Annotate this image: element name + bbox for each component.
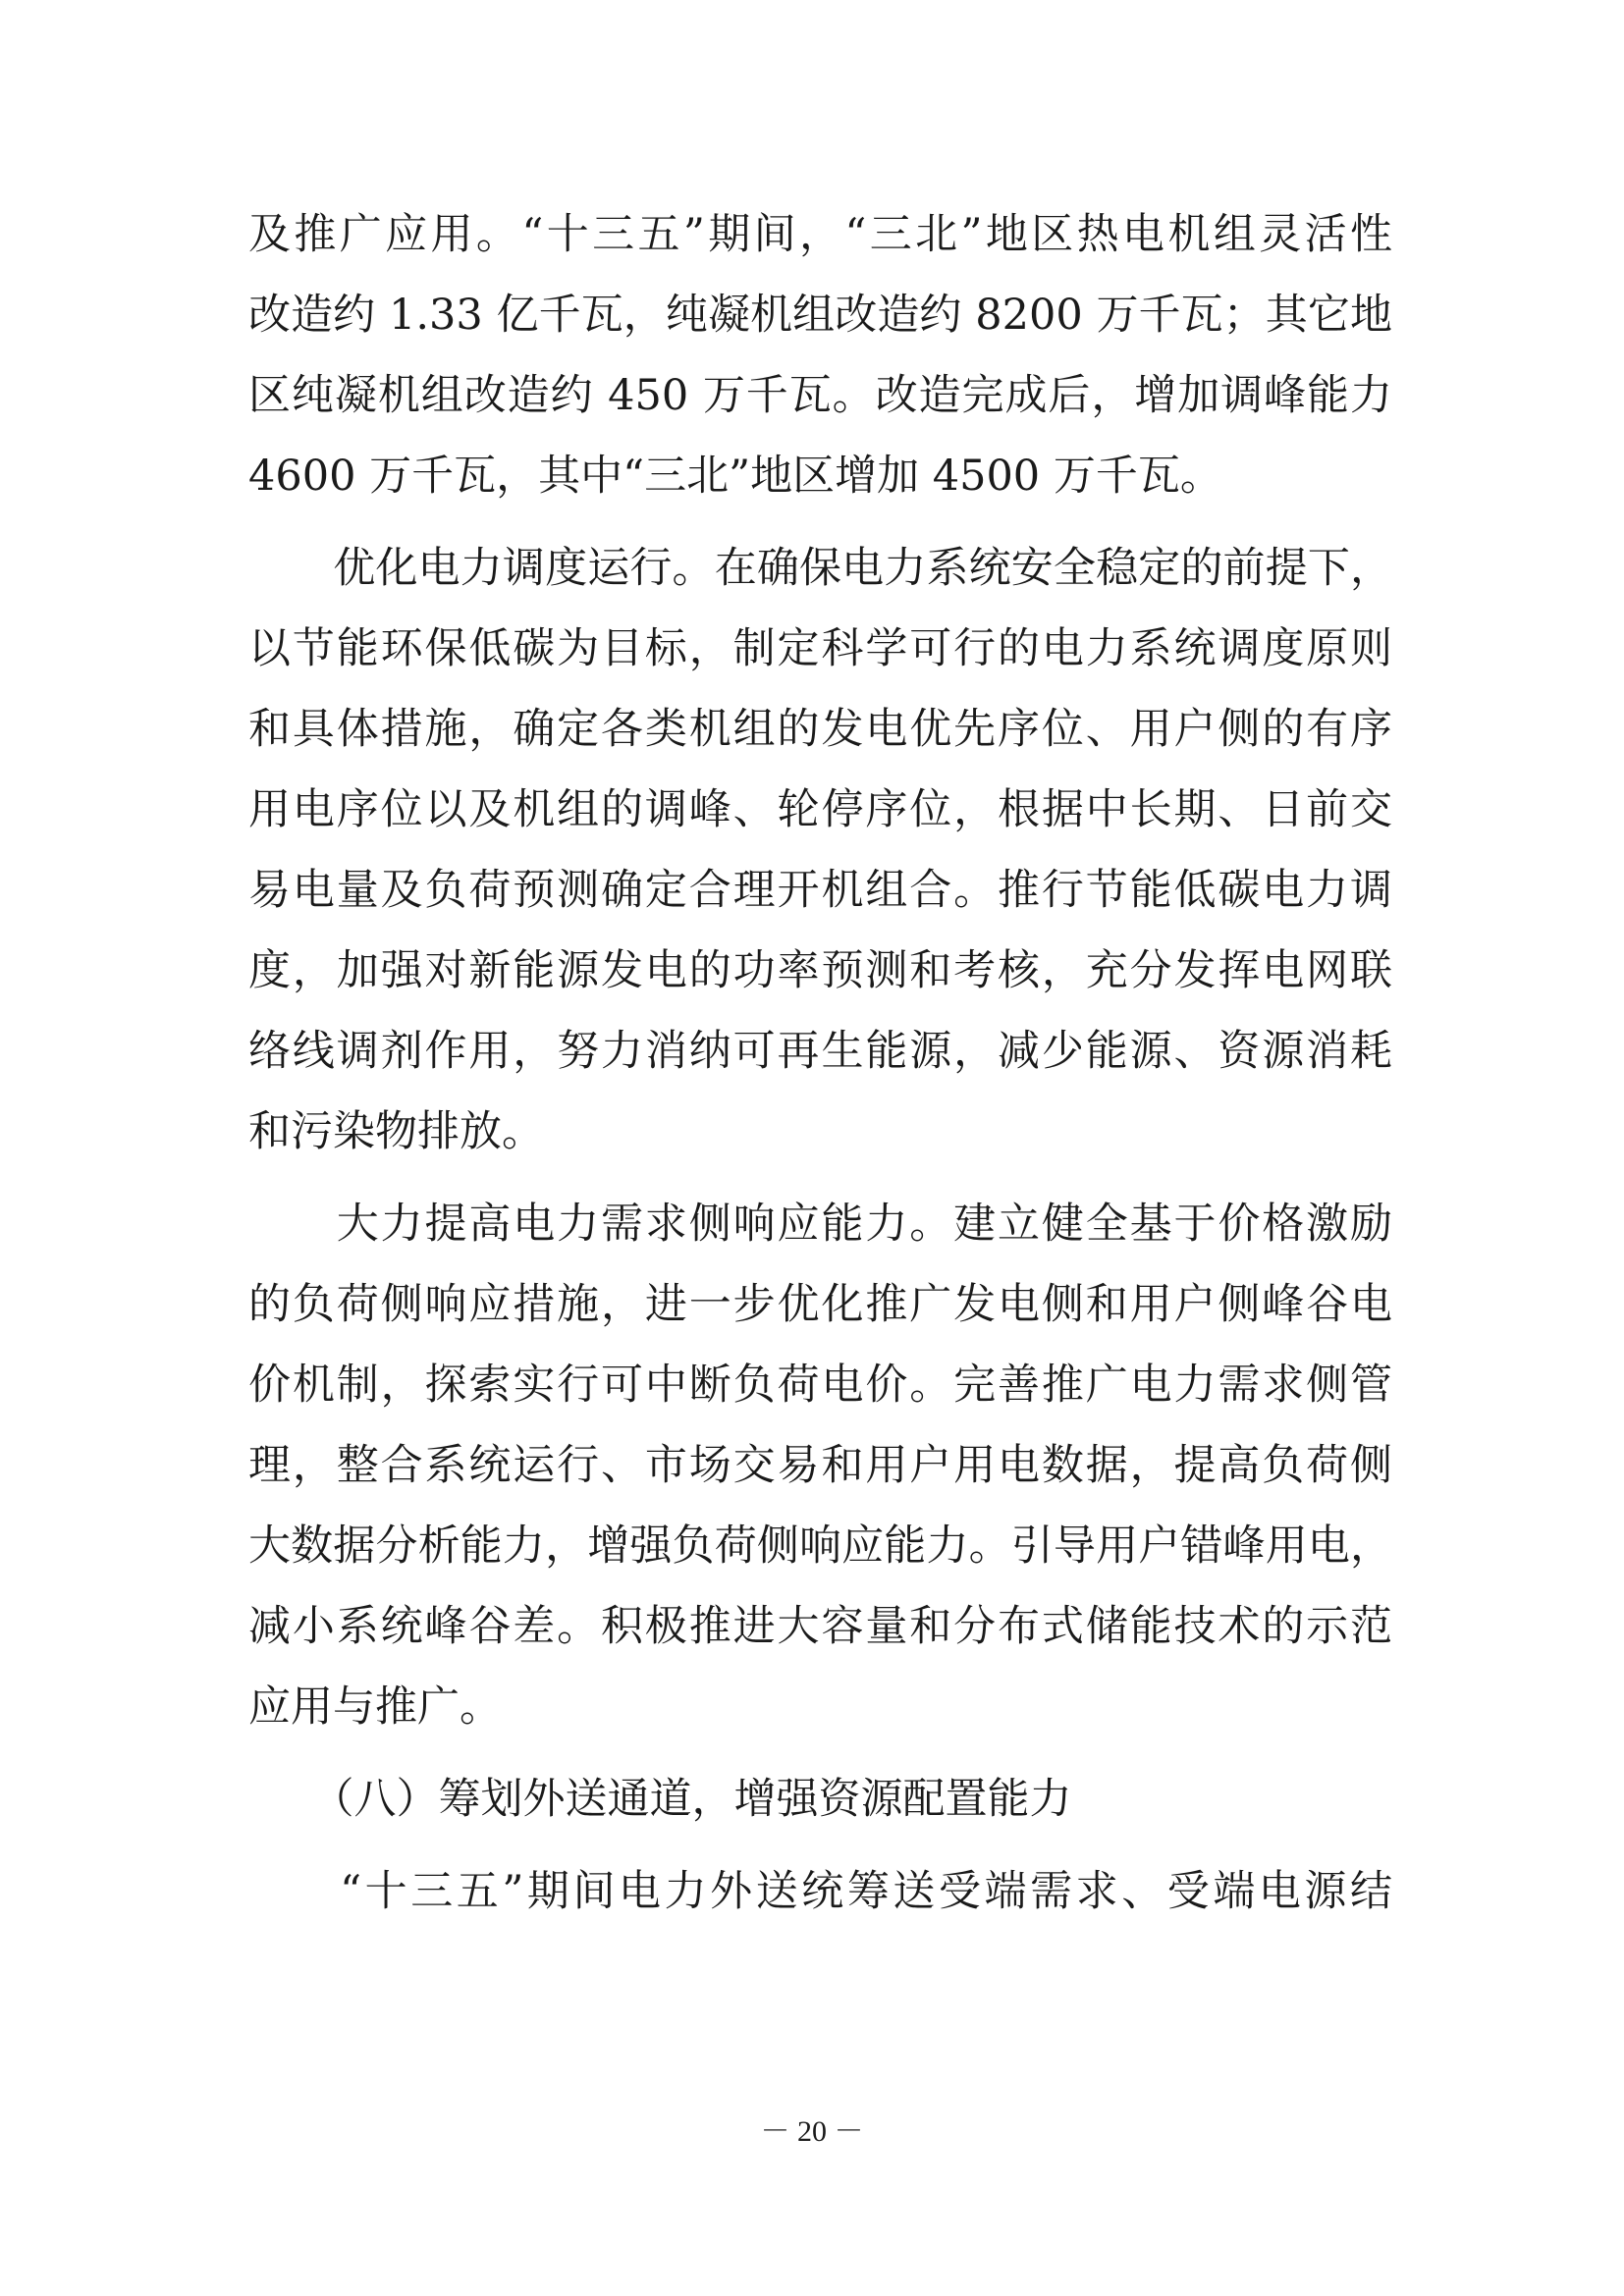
section-heading: （八）筹划外送通道，增强资源配置能力 bbox=[248, 1775, 1072, 1824]
text-line-6: 以节能环保低碳为目标，制定科学可行的电力系统调度原则 bbox=[248, 624, 1392, 673]
text-line-18: 减小系统峰谷差。积极推进大容量和分布式储能技术的示范 bbox=[248, 1602, 1392, 1651]
text-line-16: 理，整合系统运行、市场交易和用户用电数据，提高负荷侧 bbox=[248, 1441, 1392, 1490]
text-line-11: 络线调剂作用，努力消纳可再生能源，减少能源、资源消耗 bbox=[248, 1027, 1392, 1076]
text-line-13: 大力提高电力需求侧响应能力。建立健全基于价格激励 bbox=[248, 1200, 1392, 1249]
text-line-5: 优化电力调度运行。在确保电力系统安全稳定的前提下， bbox=[248, 544, 1392, 593]
text-line-9: 易电量及负荷预测确定合理开机组合。推行节能低碳电力调 bbox=[248, 866, 1392, 915]
text-line-15: 价机制，探索实行可中断负荷电价。完善推广电力需求侧管 bbox=[248, 1361, 1392, 1410]
text-line-2: 改造约 1.33 亿千瓦，纯凝机组改造约 8200 万千瓦；其它地 bbox=[248, 291, 1392, 340]
text-line-14: 的负荷侧响应措施，进一步优化推广发电侧和用户侧峰谷电 bbox=[248, 1280, 1392, 1329]
text-line-21: “十三五”期间电力外送统筹送受端需求、受端电源结 bbox=[248, 1867, 1392, 1916]
text-line-1: 及推广应用。“十三五”期间，“三北”地区热电机组灵活性 bbox=[248, 210, 1392, 259]
text-line-3: 区纯凝机组改造约 450 万千瓦。改造完成后，增加调峰能力 bbox=[248, 371, 1392, 420]
text-line-12: 和污染物排放。 bbox=[248, 1107, 544, 1156]
text-line-7: 和具体措施，确定各类机组的发电优先序位、用户侧的有序 bbox=[248, 705, 1392, 754]
text-line-10: 度，加强对新能源发电的功率预测和考核，充分发挥电网联 bbox=[248, 946, 1392, 995]
text-line-17: 大数据分析能力，增强负荷侧响应能力。引导用户错峰用电， bbox=[248, 1522, 1392, 1571]
text-line-4: 4600 万千瓦，其中“三北”地区增加 4500 万千瓦。 bbox=[248, 452, 1222, 501]
body-text bbox=[248, 194, 1392, 1932]
text-line-19: 应用与推广。 bbox=[248, 1682, 502, 1732]
text-line-8: 用电序位以及机组的调峰、轮停序位，根据中长期、日前交 bbox=[248, 785, 1392, 834]
page-number: － 20 － bbox=[760, 2115, 864, 2148]
